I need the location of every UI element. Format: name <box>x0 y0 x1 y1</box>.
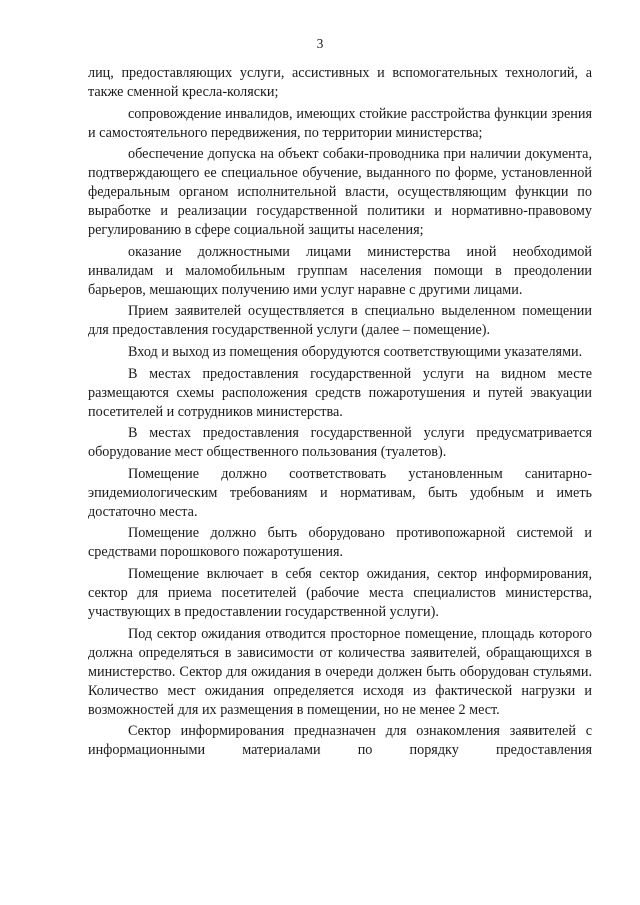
paragraph-8: В местах предоставления государственной услуги предусматривается оборудование мест общественного пользования (туалетов). <box>88 425 592 461</box>
paragraph-13: Сектор информирования предназначен для ознакомления заявителей с информационными материалами по порядку предоставления <box>88 723 592 759</box>
paragraph-12: Под сектор ожидания отводится просторное помещение, площадь которого должна определяться в зависимости от количества заявителей, обращающихся в министерство. Сектор для ожидания в очереди должен быть оборудован стульями. Количество мест ожидания определяется исходя из фактической нагрузки и возможностей для их размещения в помещении, но не менее 2 мест. <box>88 625 592 718</box>
paragraph-6: Вход и выход из помещения оборудуются соответствующими указателями. <box>128 343 583 360</box>
paragraph-10: Помещение должно быть оборудовано противопожарной системой и средствами порошкового пожаротушения. <box>88 525 592 561</box>
paragraph-5: Прием заявителей осуществляется в специально выделенном помещении для предоставления государственной услуги (далее – помещение). <box>88 303 592 339</box>
paragraph-11: Помещение включает в себя сектор ожидания, сектор информирования, сектор для приема посетителей (рабочие места специалистов министерства, участвующих в предоставлении государственной услуги). <box>88 565 592 620</box>
paragraph-2: сопровождение инвалидов, имеющих стойкие расстройства функции зрения и самостоятельного передвижения, по территории министерства; <box>88 105 592 141</box>
paragraph-4: оказание должностными лицами министерства иной необходимой инвалидам и маломобильным группам населения помощи в преодолении барьеров, мешающих получению ими услуг наравне с другими лицами. <box>88 243 592 298</box>
paragraph-7: В местах предоставления государственной услуги на видном месте размещаются схемы расположения средств пожаротушения и путей эвакуации посетителей и сотрудников министерства. <box>88 365 592 420</box>
page-number: 3 <box>316 36 324 51</box>
paragraph-3: обеспечение допуска на объект собаки-проводника при наличии документа, подтверждающего ее специальное обучение, выданного по форме, установленной федеральным органом исполнительной власти, осуществляющим функции по выработке и реализации государственной политики и нормативно-правовому регулированию в сфере социальной защиты населения; <box>88 146 592 239</box>
paragraph-1: лиц, предоставляющих услуги, ассистивных и вспомогательных технологий, а также сменной кресла-коляски; <box>88 65 592 100</box>
document-body <box>88 64 592 763</box>
paragraph-9: Помещение должно соответствовать установленным санитарно-эпидемиологическим требованиям и нормативам, быть удобным и иметь достаточно места. <box>88 465 592 520</box>
